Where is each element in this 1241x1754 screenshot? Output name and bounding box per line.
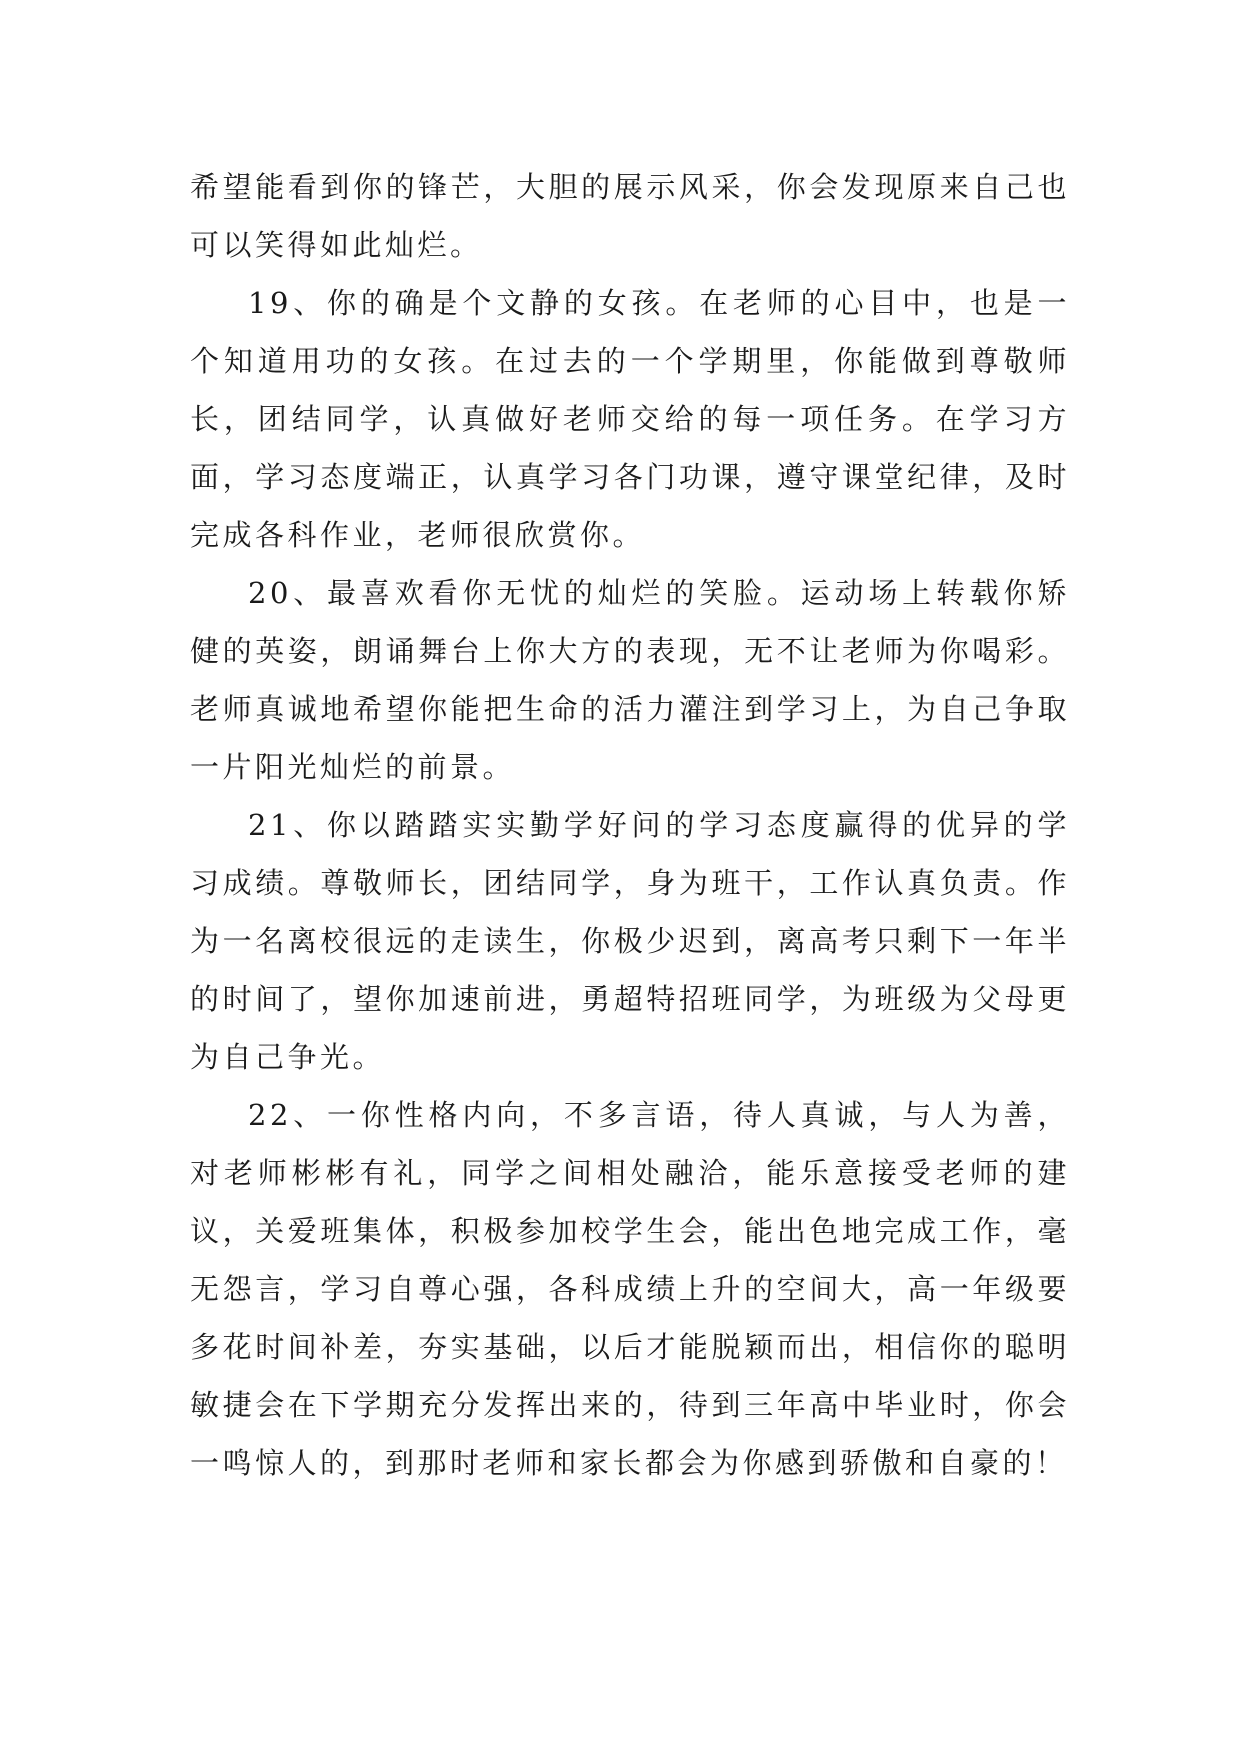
paragraph-18-continuation: 希望能看到你的锋芒，大胆的展示风采，你会发现原来自己也可以笑得如此灿烂。 (190, 170, 1070, 262)
document-body (190, 158, 1070, 1492)
paragraph-20: 20、最喜欢看你无忧的灿烂的笑脸。运动场上转载你矫健的英姿，朗诵舞台上你大方的表现，无不让老师为你喝彩。老师真诚地希望你能把生命的活力灌注到学习上，为自己争取一片阳光灿烂的前景。 (190, 576, 1070, 784)
paragraph-21: 21、你以踏踏实实勤学好问的学习态度赢得的优异的学习成绩。尊敬师长，团结同学，身为班干，工作认真负责。作为一名离校很远的走读生，你极少迟到，离高考只剩下一年半的时间了，望你加速前进，勇超特招班同学，为班级为父母更为自己争光。 (190, 808, 1070, 1074)
paragraph-19: 19、你的确是个文静的女孩。在老师的心目中，也是一个知道用功的女孩。在过去的一个学期里，你能做到尊敬师长，团结同学，认真做好老师交给的每一项任务。在学习方面，学习态度端正，认真学习各门功课，遵守课堂纪律，及时完成各科作业，老师很欣赏你。 (190, 286, 1070, 552)
paragraph-22: 22、一你性格内向，不多言语，待人真诚，与人为善，对老师彬彬有礼，同学之间相处融洽，能乐意接受老师的建议，关爱班集体，积极参加校学生会，能出色地完成工作，毫无怨言，学习自尊心强，各科成绩上升的空间大，高一年级要多花时间补差，夯实基础，以后才能脱颖而出，相信你的聪明敏捷会在下学期充分发挥出来的，待到三年高中毕业时，你会一鸣惊人的，到那时老师和家长都会为你感到骄傲和自豪的！ (190, 1098, 1070, 1480)
